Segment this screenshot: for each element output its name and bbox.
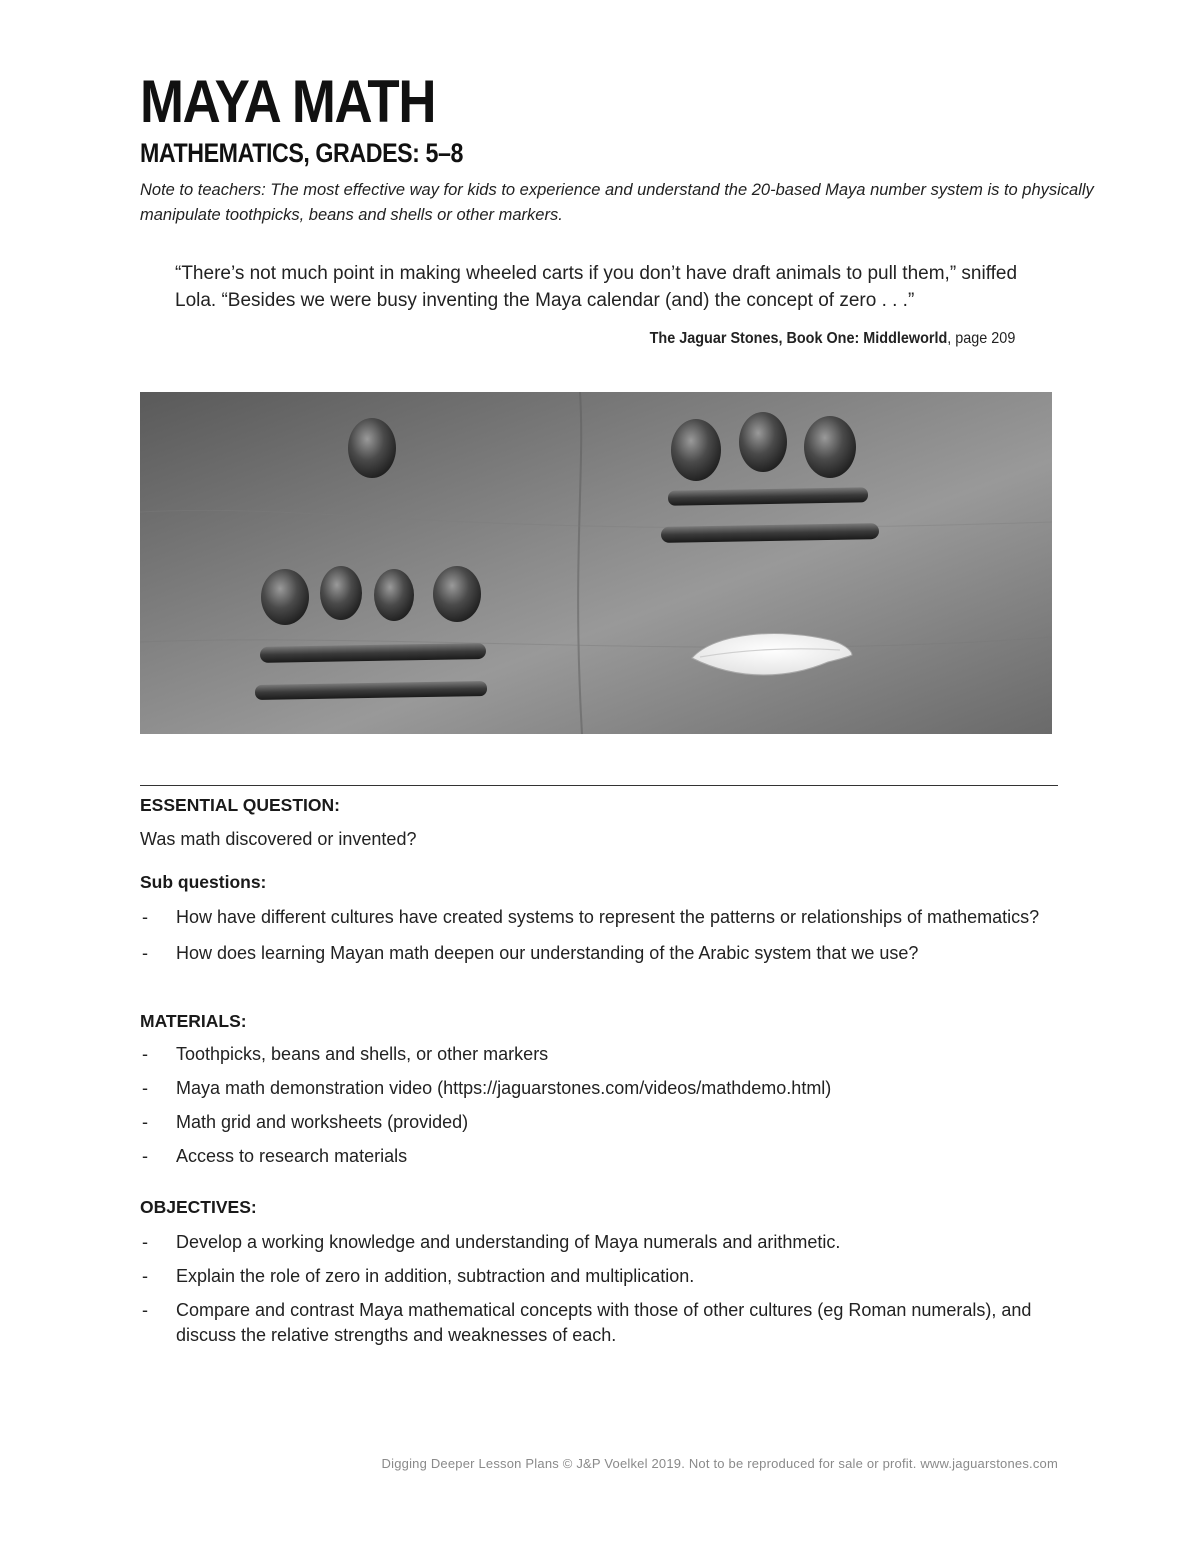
sub-questions-list bbox=[140, 905, 1040, 966]
page-footer: Digging Deeper Lesson Plans © J&P Voelkel 2019. Not to be reproduced for sale or profit. www.jaguarstones.com bbox=[381, 1456, 1058, 1471]
maya-numerals-photo bbox=[140, 392, 1052, 734]
citation-page: , page 209 bbox=[946, 330, 1015, 347]
stone bbox=[348, 418, 396, 478]
objectives-list bbox=[140, 1230, 1040, 1348]
materials-heading: MATERIALS: bbox=[140, 1011, 247, 1031]
list-item: - Compare and contrast Maya mathematical concepts with those of other cultures (eg Roman numerals), and discuss the relative strengths and weaknesses of each. bbox=[140, 1298, 1040, 1348]
list-item: - How have different cultures have created systems to represent the patterns or relationships of mathematics? bbox=[140, 905, 1040, 930]
stone bbox=[804, 416, 856, 478]
quote-citation bbox=[649, 330, 1015, 348]
book-quote: “There’s not much point in making wheeled carts if you don’t have draft animals to pull them,” sniffed Lola. “Besides we were busy inventing the Maya calendar (and) the concept of zero . . .” bbox=[175, 263, 1018, 311]
stone bbox=[433, 566, 481, 622]
page-subtitle: MATHEMATICS, GRADES: 5–8 bbox=[140, 138, 463, 168]
sub-questions-heading: Sub questions: bbox=[140, 872, 267, 892]
essential-question-text: Was math discovered or invented? bbox=[140, 829, 417, 849]
citation-title: The Jaguar Stones, Book One: Middleworld bbox=[649, 330, 947, 347]
list-item: - Math grid and worksheets (provided) bbox=[140, 1110, 1040, 1135]
stone bbox=[320, 566, 362, 620]
list-item: - Access to research materials bbox=[140, 1144, 1040, 1169]
stone bbox=[374, 569, 414, 621]
section-divider bbox=[140, 785, 1058, 786]
objectives-heading: OBJECTIVES: bbox=[140, 1197, 257, 1217]
stone bbox=[261, 569, 309, 625]
list-item: - Maya math demonstration video (https://jaguarstones.com/videos/mathdemo.html) bbox=[140, 1076, 1040, 1101]
materials-list bbox=[140, 1042, 1040, 1169]
page-title: MAYA MATH bbox=[140, 68, 436, 135]
stone bbox=[739, 412, 787, 472]
list-item: - Toothpicks, beans and shells, or other markers bbox=[140, 1042, 1040, 1067]
numeral-left-top bbox=[348, 418, 396, 478]
essential-question-heading: ESSENTIAL QUESTION: bbox=[140, 795, 340, 815]
list-item: - Explain the role of zero in addition, subtraction and multiplication. bbox=[140, 1264, 1040, 1289]
stone bbox=[671, 419, 721, 481]
teacher-note: Note to teachers: The most effective way for kids to experience and understand the 20-based Maya number system is to physically manipulate toothpicks, beans and shells or other markers. bbox=[140, 181, 1094, 224]
list-item: - How does learning Mayan math deepen our understanding of the Arabic system that we use? bbox=[140, 941, 1040, 966]
list-item: - Develop a working knowledge and understanding of Maya numerals and arithmetic. bbox=[140, 1230, 1040, 1255]
photo-background bbox=[140, 392, 1052, 734]
